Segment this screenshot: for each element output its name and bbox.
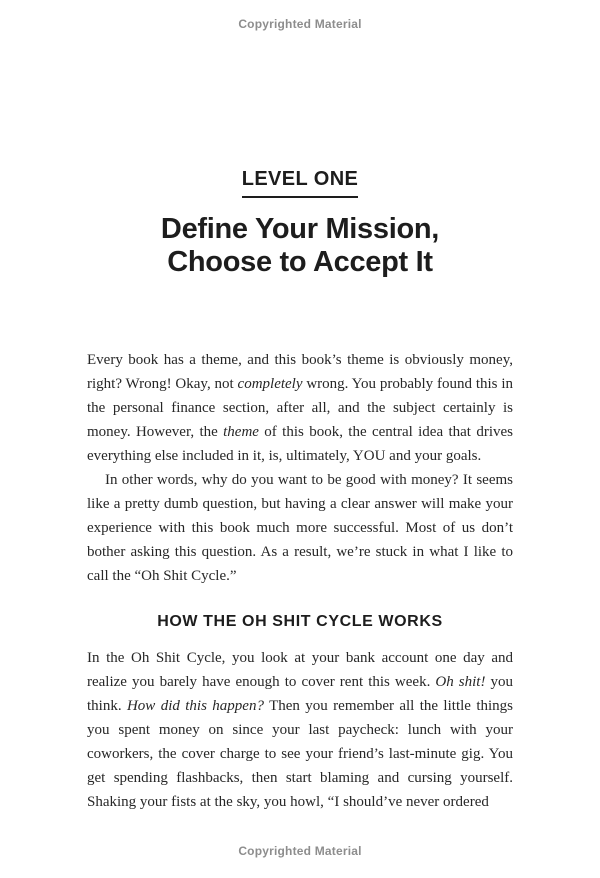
chapter-title	[0, 213, 600, 279]
body-paragraph: Every book has a theme, and this book’s theme is obviously money, right? Wrong! Okay, not completely wrong. You probably found this in the personal finance section, after all, and the subject certainly is money. However, the theme of this book, the central idea that drives everything else included in it, is, ultimately, YOU and your goals.	[87, 352, 513, 464]
chapter-title-line1: Define Your Mission,	[160, 213, 440, 245]
body-paragraph: In other words, why do you want to be good with money? It seems like a pretty dumb question, but having a clear answer will make your experience with this book much more successful. Most of us don’t bother asking this question. As a result, we’re stuck in what I like to call the “Oh Shit Cycle.”	[87, 472, 513, 584]
copyright-notice-bottom: Copyrighted Material	[238, 844, 362, 858]
body-text	[87, 348, 513, 814]
chapter-level-heading: LEVEL ONE	[242, 169, 359, 198]
chapter-title-line2: Choose to Accept It	[167, 246, 433, 278]
copyright-notice-top: Copyrighted Material	[238, 17, 362, 31]
section-heading: HOW THE OH SHIT CYCLE WORKS	[157, 613, 443, 630]
chapter-header	[0, 169, 600, 279]
body-paragraph: In the Oh Shit Cycle, you look at your bank account one day and realize you barely have enough to cover rent this week. Oh shit! you think. How did this happen? Then you remember all the little things you spent money on since your last paycheck: lunch with your coworkers, the cover charge to see your friend’s last-minute gig. You get spending flashbacks, then start blaming and cursing yourself. Shaking your fists at the sky, you howl, “I should’ve never ordered	[87, 650, 514, 810]
